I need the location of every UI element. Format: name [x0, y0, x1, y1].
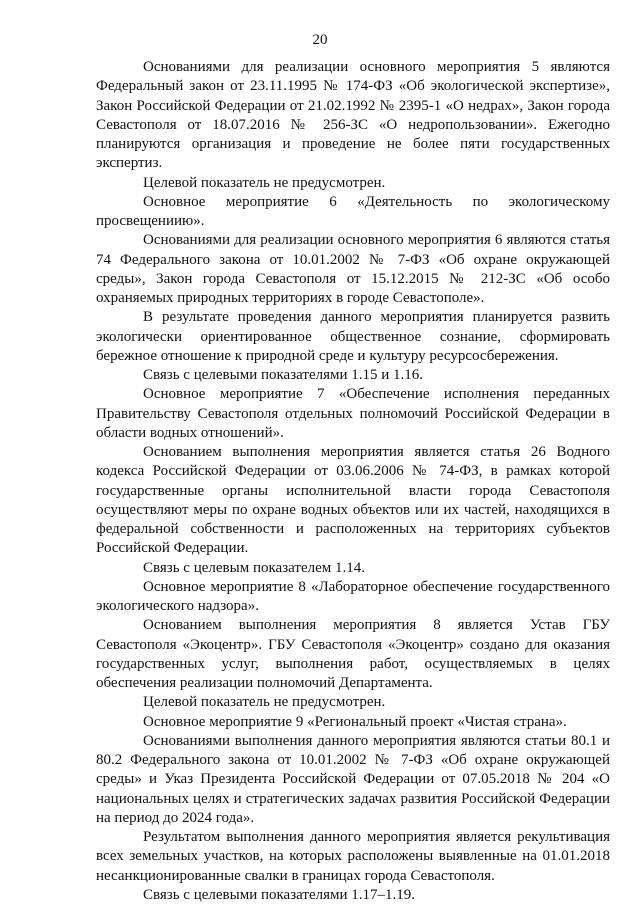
paragraph-no-target-indicator: Целевой показатель не предусмотрен.: [143, 174, 386, 191]
paragraph-measure-5-basis: Основаниями для реализации основного мероприятия 5 являются Федеральный закон от 23.11.1995 № 174-ФЗ «Об экологической экспертизе», Закон Российской Федерации от 21.02.1992 № 2395-1 «О недрах», Закон города Севастополя от 18.07.2016 № 256-ЗС «О недропользовании». Ежегодно планируются организация и проведение не более пяти государственных экспертиз.: [96, 59, 610, 172]
paragraph-measure-6-basis: Основаниями для реализации основного мероприятия 6 являются статья 74 Федерального закона от 10.01.2002 № 7-ФЗ «Об охране окружающей среды», Закон города Севастополя от 15.12.2015 № 212-ЗС «Об особо охраняемых природных территориях в городе Севастополе».: [96, 232, 610, 306]
paragraph-measure-8-basis: Основанием выполнения мероприятия 8 является Устав ГБУ Севастополя «Экоцентр». ГБУ Севастополя «Экоцентр» создано для оказания государственных услуг, выполнения работ, осуществляемых в целях обеспечения реализации полномочий Департамента.: [96, 617, 610, 691]
paragraph-measure-6-result: В результате проведения данного мероприятия планируется развить экологически ориентированное общественное сознание, сформировать бережное отношение к природной среде и культуру ресурсосбережения.: [96, 309, 610, 364]
paragraph-no-target-indicator-2: Целевой показатель не предусмотрен.: [143, 694, 386, 711]
document-body: [96, 58, 610, 905]
paragraph-measure-6-title: Основное мероприятие 6 «Деятельность по экологическому просвещениию».: [96, 193, 610, 229]
paragraph-measure-9-result: Результатом выполнения данного мероприятия является рекультивация всех земельных участков, на которых расположены выявленные на 01.01.2018 несанкционированные свалки в границах города Севастополя.: [96, 829, 610, 884]
page-number: 20: [312, 32, 328, 48]
paragraph-measure-8-title: Основное мероприятие 8 «Лабораторное обеспечение государственного экологического надзора».: [96, 578, 610, 614]
paragraph-measure-9-basis: Основаниями выполнения данного мероприятия являются статьи 80.1 и 80.2 Федерального закона от 10.01.2002 № 7-ФЗ «Об охране окружающей среды» и Указ Президента Российской Федерации от 07.05.2018 № 204 «О национальных целях и стратегических задачах развития Российской Федерации на период до 2024 года».: [96, 732, 610, 826]
paragraph-measure-9-title: Основное мероприятие 9 «Региональный проект «Чистая страна».: [143, 713, 567, 730]
paragraph-measure-7-title: Основное мероприятие 7 «Обеспечение исполнения переданных Правительству Севастополя отдельных полномочий Российской Федерации в области водных отношений».: [96, 386, 610, 441]
paragraph-indicators-1-17-1-19: Связь с целевыми показателями 1.17–1.19.: [143, 886, 416, 903]
paragraph-measure-7-basis: Основанием выполнения мероприятия является статья 26 Водного кодекса Российской Федерации от 03.06.2006 № 74-ФЗ, в рамках которой государственные органы исполнительной власти города Севастополя осуществляют меры по охране водных объектов или их частей, находящихся в федеральной собственности и расположенных на территориях субъектов Российской Федерации.: [96, 444, 610, 557]
paragraph-indicators-1-15-1-16: Связь с целевыми показателями 1.15 и 1.16.: [143, 367, 424, 383]
paragraph-indicator-1-14: Связь с целевым показателем 1.14.: [143, 559, 365, 576]
